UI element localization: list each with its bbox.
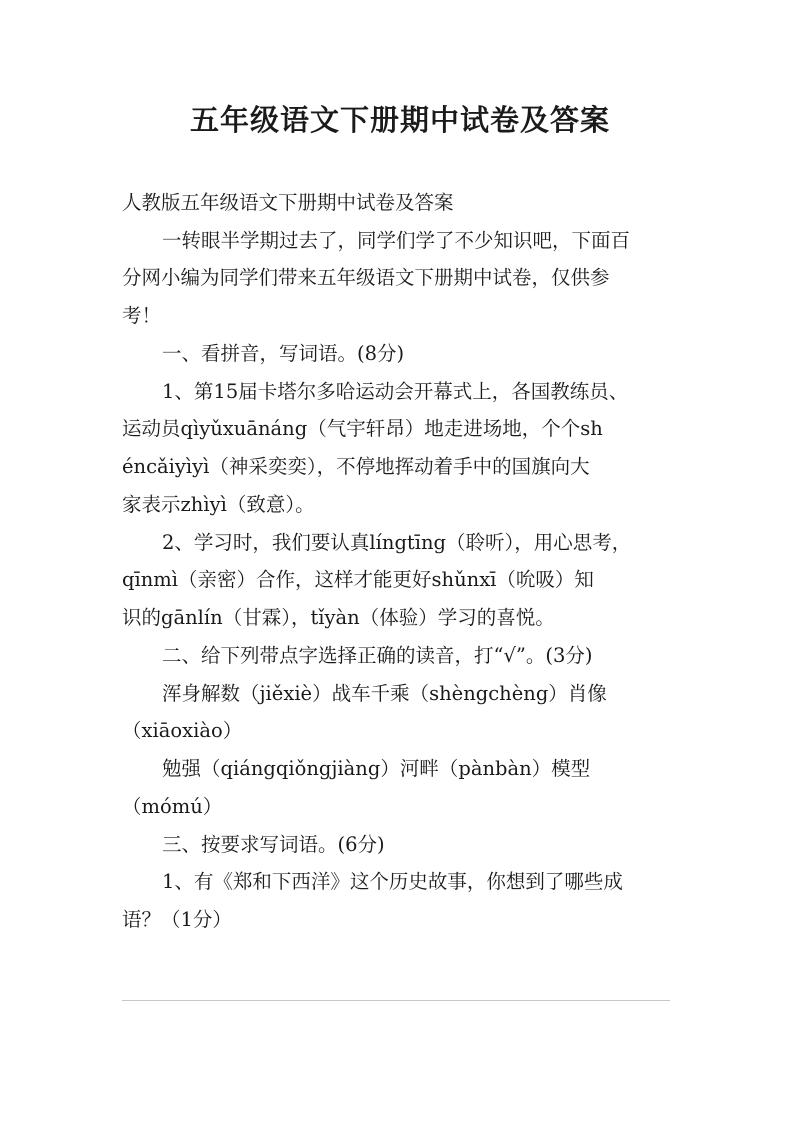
question-3-line-2: 语？（1分） [122,908,232,931]
question-3-line-1: 1、有《郑和下西洋》这个历史故事，你想到了哪些成 [162,870,623,893]
pronunciation-line-4: （mómú） [122,795,223,818]
pronunciation-line-1: 浑身解数（jiěxiè）战车千乘（shèngchèng）肖像 [162,682,607,705]
intro-line-3: 考！ [122,304,162,327]
question-2-line-3: 识的gānlín（甘霖），tǐyàn（体验）学习的喜悦。 [122,606,555,629]
section-1-heading: 一、看拼音，写词语。(8分) [162,342,405,365]
question-1-line-4: 家表示zhìyì（致意）。 [122,493,315,516]
question-1-line-2: 运动员qìyǔxuānáng（气宇轩昂）地走进场地，个个sh [122,417,603,440]
section-3-heading: 三、按要求写词语。(6分) [162,833,385,856]
pronunciation-line-2: （xiāoxiào） [122,719,243,742]
question-1-line-3: éncǎiyìyì（神采奕奕），不停地挥动着手中的国旗向大 [122,455,590,478]
answer-underline [122,1000,670,1001]
intro-line-2: 分网小编为同学们带来五年级语文下册期中试卷，仅供参 [122,266,610,289]
document-title: 五年级语文下册期中试卷及答案 [189,103,610,137]
pronunciation-line-3: 勉强（qiángqiǒngjiàng）河畔（pànbàn）模型 [162,757,591,780]
question-1-line-1: 1、第15届卡塔尔多哈运动会开幕式上，各国教练员、 [162,380,629,403]
question-2-line-1: 2、学习时，我们要认真língtīng（聆听），用心思考， [162,531,632,554]
question-2-line-2: qīnmì（亲密）合作，这样才能更好shǔnxī（吮吸）知 [122,568,594,591]
subtitle-line: 人教版五年级语文下册期中试卷及答案 [122,191,454,214]
intro-line-1: 一转眼半学期过去了，同学们学了不少知识吧，下面百 [162,229,631,252]
section-2-heading: 二、给下列带点字选择正确的读音，打“√”。(3分) [162,644,593,667]
